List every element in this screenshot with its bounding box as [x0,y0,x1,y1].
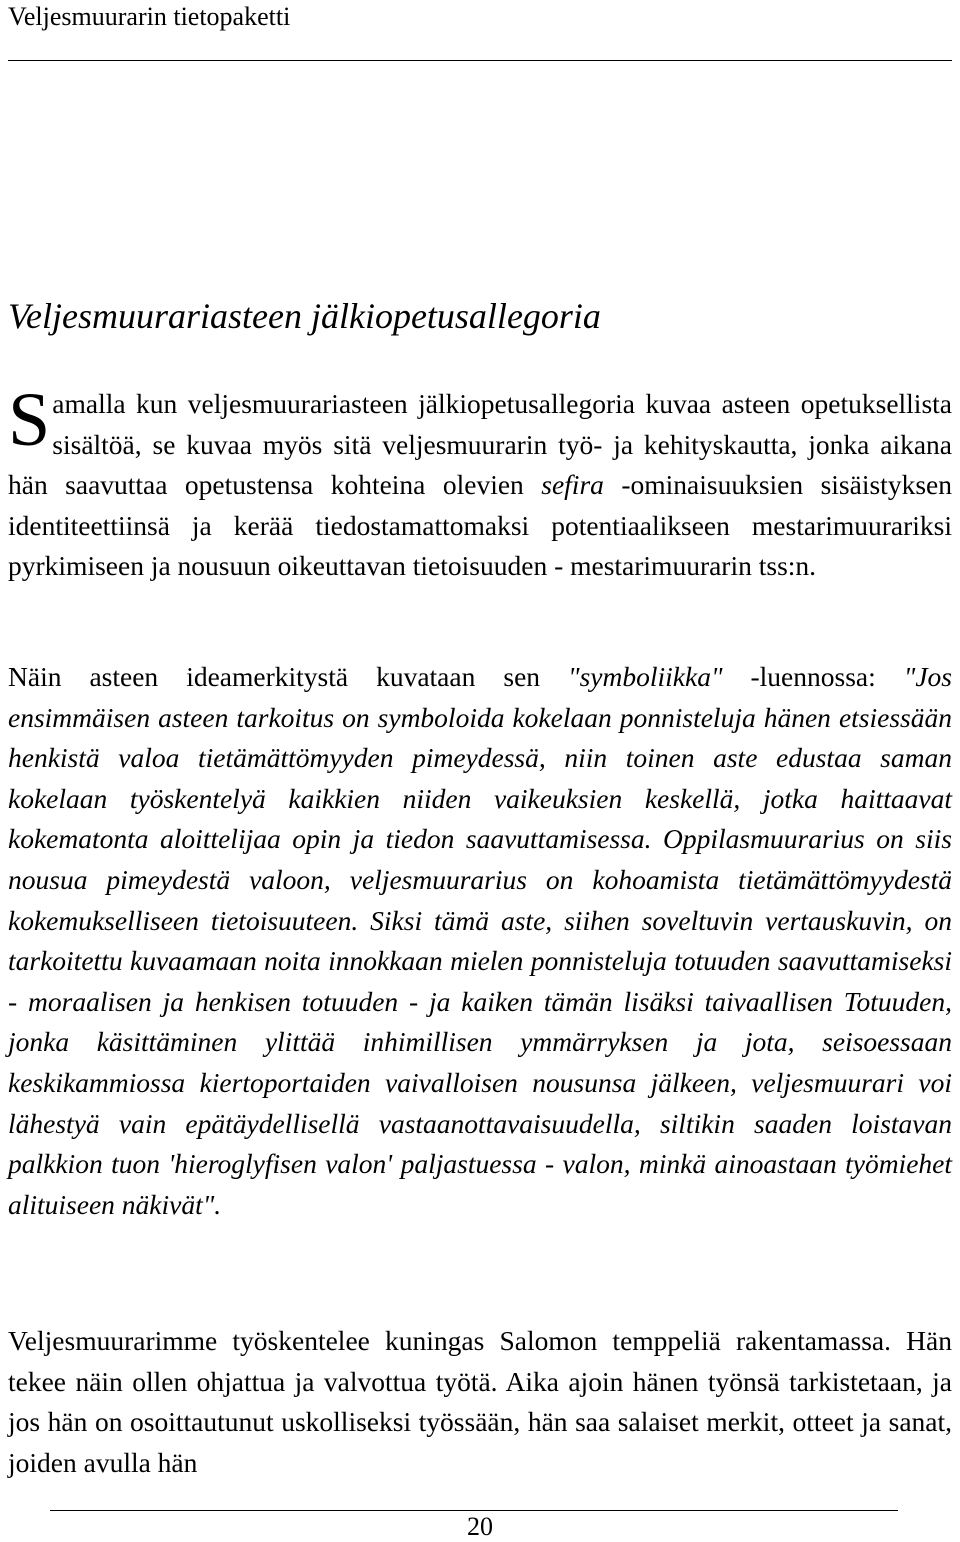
quote-intro-end: -luennossa: [722,661,904,692]
quote-text: "Jos ensimmäisen asteen tarkoitus on symboloida kokelaan ponnisteluja hänen etsiessään henkistä valoa tietämättömyyden pimeydessä, niin toinen aste edustaa saman kokelaan työskentelyä kaikkien niiden vaikeuksien keskellä, jotka haittaavat kokematonta aloittelijaa opin ja tiedon saavuttamisessa. Oppilasmuurarius on siis nousua pimeydestä valoon, veljesmuurarius on kohoamista tietämättömyydestä kokemukselliseen tietoisuuteen. Siksi tämä aste, siihen soveltuvin vertauskuvin, on tarkoitettu kuvaamaan noita innokkaan mielen ponnisteluja totuuden saavuttamiseksi - moraalisen ja henkisen totuuden - ja kaiken tämän lisäksi taivaallisen Totuuden, jonka käsittäminen ylittää inhimillisen ymmärryksen ja jota, seisoessaan keskikammiossa kiertoportaiden vaivalloisen nousunsa jälkeen, veljesmuurari voi lähestyä vain epätäydellisellä vastaanottavaisuudella, siltikin saaden loistavan palkkion tuon 'hieroglyfisen valon' paljastuessa - valon, minkä ainoastaan työmiehet alituiseen näkivät". [8,661,952,1220]
page-number: 20 [467,1512,493,1541]
lecture-name: "symboliikka" [568,661,723,692]
quote-intro: Näin asteen ideamerkitystä kuvataan sen [8,661,569,692]
paragraph-quote [8,657,952,1225]
paragraph-work: Veljesmuurarimme työskentelee kuningas Salomon temppeliä rakentamassa. Hän tekee näin ollen ohjattua ja valvottua työtä. Aika ajoin hänen työnsä tarkistetaan, ja jos hän on osoittautunut uskolliseksi työssään, hän saa salaiset merkit, otteet ja sanat, joiden avulla hän [8,1325,952,1478]
section-title: Veljesmuurariasteen jälkiopetusallegoria [8,296,601,336]
footer-rule [50,1510,898,1511]
paragraph-intro-text-b: -ominaisuuksien sisäistyksen identiteettiinsä ja kerää tiedostamattomaksi potentiaalikseen mestarimuurariksi pyrkimiseen ja nousuun oikeuttavan tietoisuuden - mestarimuurarin tss:n. [8,469,952,582]
running-header: Veljesmuurarin tietopaketti [8,2,291,31]
paragraph-intro [8,378,952,587]
sefira-term: sefira [541,469,604,501]
paragraph-intro-text-a: amalla kun veljesmuurariasteen jälkiopetusallegoria kuvaa asteen opetuksellista sisältöä, se kuvaa myös sitä veljesmuurarin työ- ja kehityskautta, jonka aikana hän saavuttaa opetustensa kohteina olevien [8,388,952,501]
header-rule [8,60,952,61]
drop-cap: S [8,378,51,462]
